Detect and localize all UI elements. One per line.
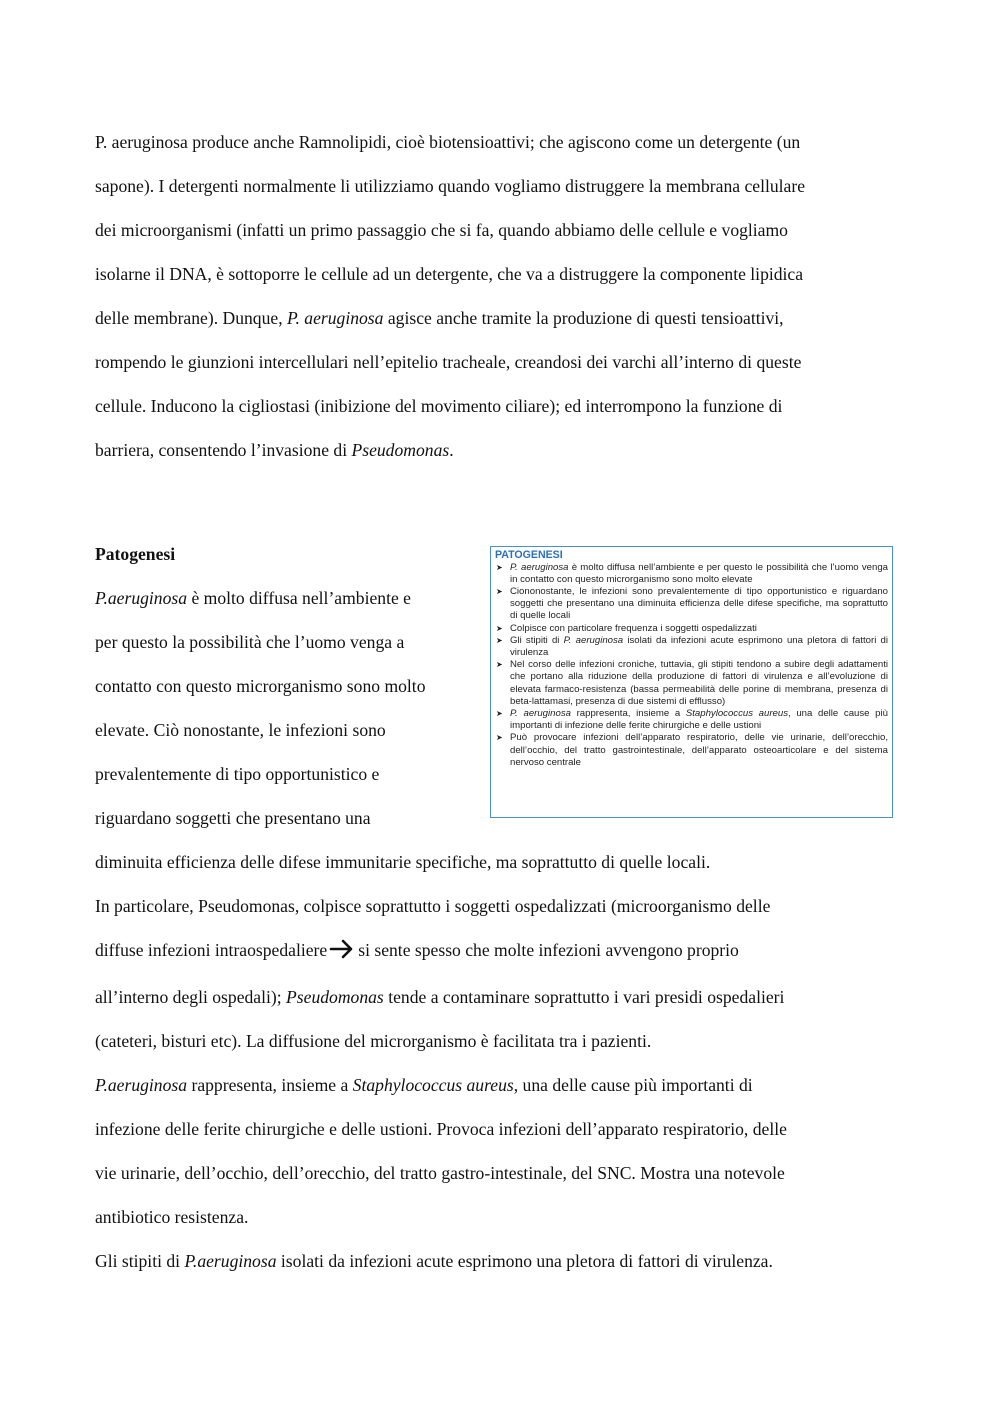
text-run: rappresenta, insieme a (187, 1075, 353, 1095)
text-line: P. aeruginosa produce anche Ramnolipidi, cioè biotensioattivi; che agiscono come un detergente (un (95, 132, 801, 152)
text-run: rappresenta, insieme a (570, 707, 686, 719)
bullet-item (495, 586, 888, 623)
species-name: Pseudomonas (286, 987, 384, 1007)
body-paragraph (95, 840, 907, 1283)
text-run: Colpisce con particolare frequenza i soggetti ospedalizzati (510, 622, 757, 634)
bullet-list (495, 562, 888, 769)
bullet-item (495, 708, 888, 732)
text-run: all’interno degli ospedali); (95, 987, 287, 1007)
species-name: P. aeruginosa (510, 561, 569, 573)
text-line: prevalentemente di tipo opportunistico e (95, 764, 380, 784)
bullet-item (495, 623, 888, 635)
text-line (95, 928, 907, 975)
text-run: Gli stipiti di (95, 1251, 185, 1271)
text-line: antibiotico resistenza. (95, 1207, 249, 1227)
text-run: diffuse infezioni intraospedaliere (95, 940, 328, 960)
left-column-paragraph (95, 576, 475, 840)
text-run: è molto diffusa nell’ambiente e per questo le possibilità che l’uomo venga in contatto con questo microrganismo sono molto elevate (510, 561, 888, 585)
text-run: si sente spesso che molte infezioni avvengono proprio (358, 940, 739, 960)
bullet-item (495, 732, 888, 769)
arrowhead-bullet-icon: ➤ (496, 733, 503, 743)
species-name: Staphylococcus aureus (685, 707, 789, 719)
text-run: Gli stipiti di (510, 634, 564, 646)
bullet-item (495, 659, 888, 708)
arrowhead-bullet-icon: ➤ (496, 708, 503, 718)
text-line: diminuita efficienza delle difese immunitarie specifiche, ma soprattutto di quelle locali. (95, 852, 711, 872)
text-run: , una delle cause più importanti di infezione delle ferite chirurgiche e delle ustioni (510, 707, 888, 732)
box-title: PATOGENESI (495, 549, 563, 561)
text-line: cellule. Inducono la cigliostasi (inibizione del movimento ciliare); ed interrompono la funzione di (95, 396, 783, 416)
text-run: agisce anche tramite la produzione di questi tensioattivi, (383, 308, 784, 328)
arrowhead-bullet-icon: ➤ (496, 562, 503, 572)
text-line: per questo la possibilità che l’uomo venga a (95, 632, 405, 652)
text-run: tende a contaminare soprattutto i vari presidi ospedalieri (383, 987, 785, 1007)
species-name: Staphylococcus aureus (352, 1075, 514, 1095)
arrowhead-bullet-icon: ➤ (496, 586, 503, 596)
species-name: P.aeruginosa (95, 588, 188, 608)
text-run: isolati da infezioni acute esprimono una pletora di fattori di virulenza. (276, 1251, 773, 1271)
species-name: P.aeruginosa (184, 1251, 277, 1271)
text-line: In particolare, Pseudomonas, colpisce soprattutto i soggetti ospedalizzati (microorganismo delle (95, 896, 771, 916)
species-name: Pseudomonas (351, 440, 450, 460)
text-line: dei microorganismi (infatti un primo passaggio che si fa, quando abbiamo delle cellule e vogliamo (95, 220, 788, 240)
text-line: (cateteri, bisturi etc). La diffusione del microrganismo è facilitata tra i pazienti. (95, 1031, 652, 1051)
right-arrow-icon (329, 931, 355, 975)
text-run: è molto diffusa nell’ambiente e (187, 588, 411, 608)
species-name: P. aeruginosa (563, 634, 624, 646)
arrowhead-bullet-icon: ➤ (496, 660, 503, 670)
text-line (95, 1239, 907, 1283)
species-name: P.aeruginosa (95, 1075, 188, 1095)
text-line: riguardano soggetti che presentano una (95, 808, 371, 828)
text-line (95, 1063, 907, 1107)
text-line: vie urinarie, dell’occhio, dell’orecchio, del tratto gastro‑intestinale, del SNC. Mostra una notevole (95, 1163, 785, 1183)
species-name: P. aeruginosa (510, 707, 571, 719)
text-line: infezione delle ferite chirurgiche e delle ustioni. Provoca infezioni dell’apparato respiratorio, delle (95, 1119, 787, 1139)
bullet-item (495, 562, 888, 586)
text-run: Ciononostante, le infezioni sono prevalentemente di tipo opportunistico e riguardano soggetti che presentano una diminuita efficienza delle difese specifiche, ma soprattutto di quelle locali (510, 585, 888, 622)
arrowhead-bullet-icon: ➤ (496, 623, 503, 633)
text-line: contatto con questo microrganismo sono molto (95, 676, 426, 696)
text-line (95, 428, 907, 472)
text-line (95, 296, 907, 340)
summary-box (490, 546, 893, 818)
text-run: barriera, consentendo l’invasione di (95, 440, 352, 460)
species-name: P. aeruginosa (287, 308, 384, 328)
bullet-item (495, 635, 888, 659)
text-line: elevate. Ciò nonostante, le infezioni sono (95, 720, 386, 740)
intro-paragraph (95, 120, 907, 472)
text-run: . (449, 440, 454, 460)
text-line: rompendo le giunzioni intercellulari nell’epitelio tracheale, creandosi dei varchi all’interno di queste (95, 352, 802, 372)
text-line (95, 975, 907, 1019)
text-run: , una delle cause più importanti di (513, 1075, 753, 1095)
section-heading: Patogenesi (95, 544, 176, 564)
text-line (95, 576, 475, 620)
text-run: delle membrane). Dunque, (95, 308, 287, 328)
text-line: sapone). I detergenti normalmente li utilizziamo quando vogliamo distruggere la membrana cellulare (95, 176, 806, 196)
arrowhead-bullet-icon: ➤ (496, 635, 503, 645)
text-line: isolarne il DNA, è sottoporre le cellule ad un detergente, che va a distruggere la componente lipidica (95, 264, 804, 284)
text-run: Può provocare infezioni dell’apparato respiratorio, delle vie urinarie, dell’orecchio, dell’occhio, del tratto gastrointestinale, dell’apparato osteoarticolare e del sistema nervoso centrale (510, 732, 888, 768)
text-run: isolati da infezioni acute esprimono una pletora di fattori di virulenza (510, 634, 889, 658)
text-run: Nel corso delle infezioni croniche, tuttavia, gli stipiti tendono a subire degli adattamenti che portano alla riduzione della produzione di fattori di virulenza e all’evoluzione di elevata farmaco-resistenza (bassa permeabilità delle porine di membrana, presenza di beta-lattamasi, presenza di due sistemi di efflusso) (510, 659, 888, 707)
